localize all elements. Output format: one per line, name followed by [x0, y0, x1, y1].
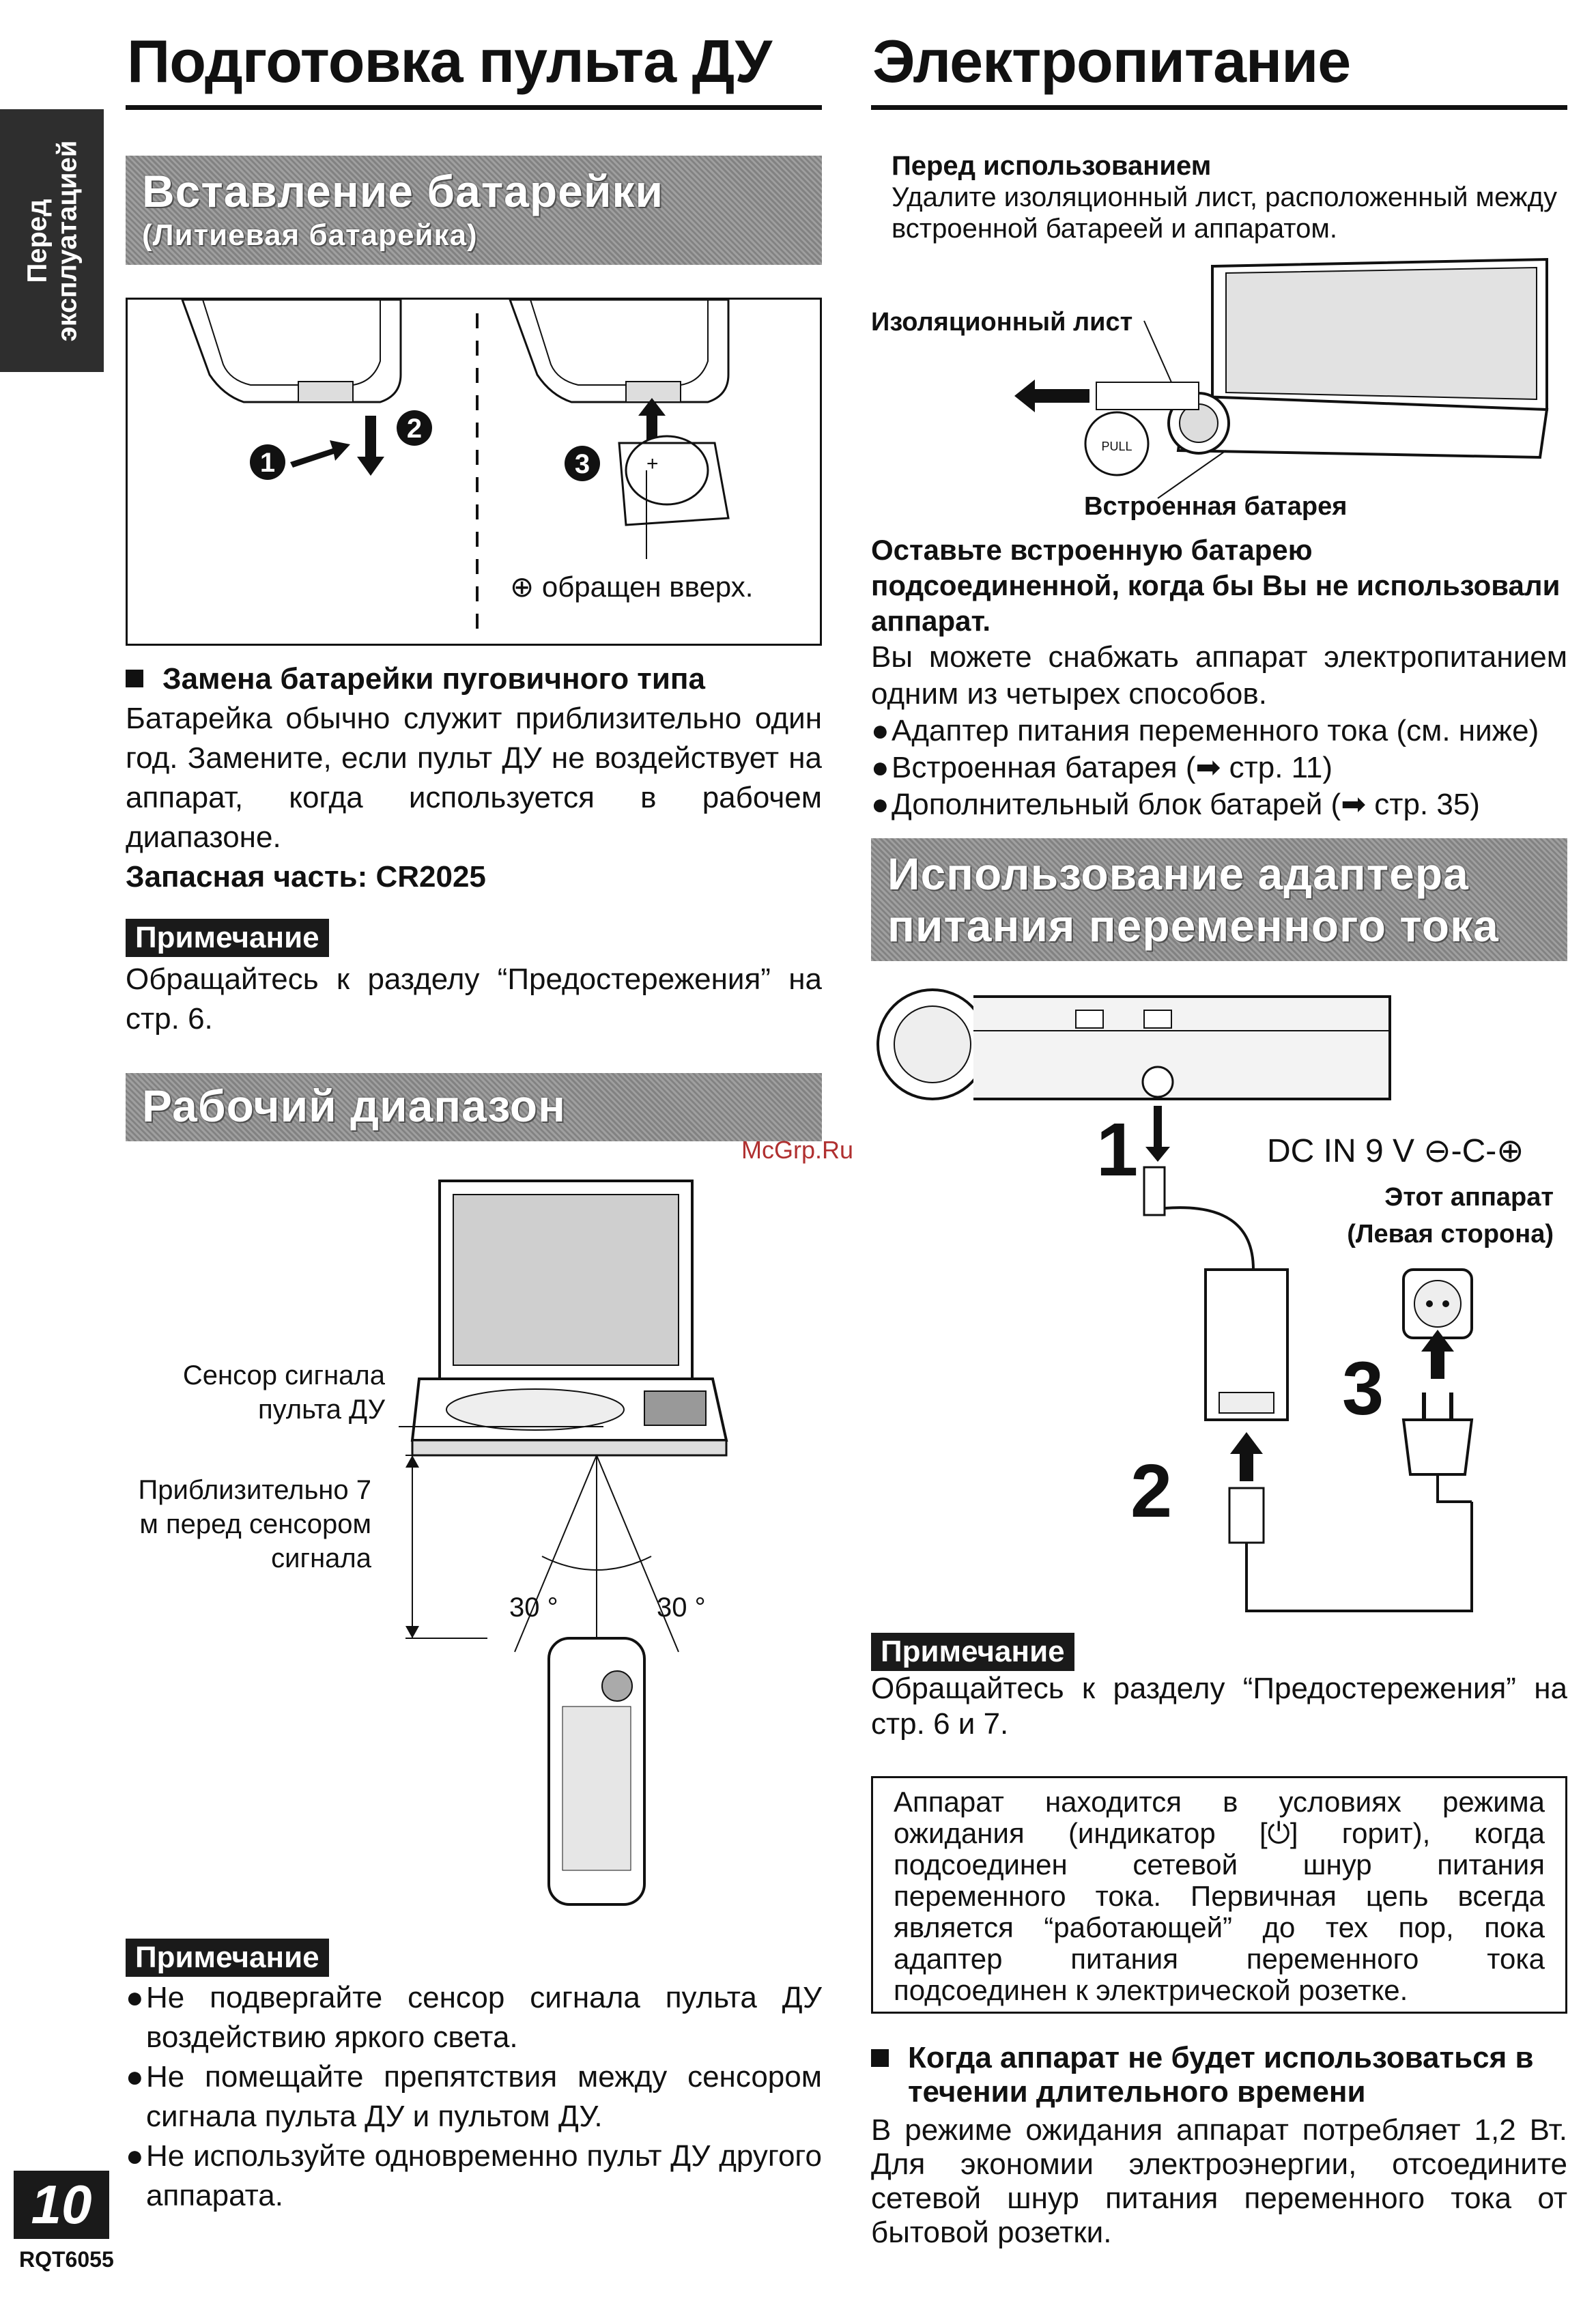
banner-operating-range [126, 1073, 822, 1141]
square-bullet-icon [871, 2049, 889, 2067]
keep-battery-heading: Оставьте встроенную батарею подсоединенной, когда бы Вы не использовали аппарат. [871, 534, 1561, 637]
ac-adapter-illustration [871, 983, 1567, 1652]
note-3-text: Обращайтесь к разделу “Предостережения” на стр. 6 и 7. [871, 1672, 1567, 1741]
page-number: 10 [14, 2171, 109, 2239]
power-option-text: Адаптер питания переменного тока (см. ниже) [892, 714, 1539, 747]
side-tab-line2: эксплуатацией [52, 140, 82, 341]
builtin-battery-label: Встроенная батарея [1084, 492, 1348, 521]
long-term-unused-heading-text: Когда аппарат не будет использоваться в течении длительного времени [908, 2041, 1534, 2109]
left-page-title: Подготовка пульта ДУ [127, 27, 772, 95]
battery-replacement-heading [126, 659, 822, 699]
note-2-tag: Примечание [126, 1939, 329, 1977]
standby-info-text: Аппарат находится в условиях режима ожидания (индикатор [⏻] горит), когда подсоединен сетевой шнур питания переменного тока. Первичная цепь всегда является “работающей” до тех пор, пока адаптер питания переменного тока подсоединен к электрической розетке. [894, 1786, 1545, 2006]
battery-insertion-figure [126, 298, 822, 646]
note-2-item-text: Не подвергайте сенсор сигнала пульта ДУ воздействию яркого света. [146, 1981, 822, 2054]
left-title-rule [126, 105, 822, 110]
step-3-label: 3 [574, 449, 590, 479]
note-1-text: Обращайтесь к разделу “Предостережения” на стр. 6. [126, 962, 822, 1036]
side-tab-line1: Перед [22, 198, 52, 283]
right-page-title: Электропитание [872, 27, 1351, 95]
keep-battery-section [871, 532, 1567, 823]
long-term-unused-heading [871, 2041, 1567, 2109]
left-side-label: (Левая сторона) [1347, 1220, 1554, 1248]
ac-step-1: 1 [1096, 1108, 1139, 1192]
banner-ac-adapter-line2: питания переменного тока [887, 900, 1499, 951]
battery-replacement-heading-text: Замена батарейки пуговичного типа [162, 662, 705, 696]
step-2-label: 2 [406, 414, 423, 444]
banner-insert-battery [126, 156, 822, 265]
pull-tab-label: PULL [1101, 440, 1132, 453]
keep-battery-text: Вы можете снабжать аппарат электропитанием одним из четырех способов. [871, 640, 1567, 711]
note-2-item-text: Не помещайте препятствия между сенсором сигнала пульта ДУ и пультом ДУ. [146, 2060, 822, 2133]
note-1-tag: Примечание [126, 919, 329, 957]
insulation-sheet-figure [871, 253, 1567, 526]
section-side-tab [0, 109, 104, 372]
banner-ac-adapter [871, 838, 1567, 961]
right-title-rule [871, 105, 1567, 110]
watermark: McGrp.Ru [741, 1136, 854, 1164]
angle-left-label: 30 ° [509, 1593, 558, 1623]
banner-operating-range-title: Рабочий диапазон [142, 1081, 566, 1131]
note-2-item: ● Не используйте одновременно пульт ДУ другого аппарата. [126, 2137, 822, 2216]
power-option-text: Встроенная батарея (➡ стр. 11) [892, 751, 1333, 784]
ac-adapter-figure [871, 983, 1567, 1652]
ac-step-3: 3 [1342, 1347, 1384, 1431]
note-2-item-text: Не используйте одновременно пульт ДУ другого аппарата. [146, 2139, 822, 2212]
note-2 [126, 1939, 822, 2216]
banner-insert-battery-subtitle: (Литиевая батарейка) [142, 218, 478, 252]
insulation-sheet-illustration [871, 253, 1567, 526]
note-2-item: ● Не подвергайте сенсор сигнала пульта ДУ воздействию яркого света. [126, 1978, 822, 2057]
note-1 [126, 919, 822, 1039]
sensor-label: Сенсор сигнала пульта ДУ [182, 1360, 385, 1425]
power-option-text: Дополнительный блок батарей (➡ стр. 35) [892, 788, 1480, 821]
operating-range-figure [126, 1174, 822, 1932]
note-2-item: ● Не помещайте препятствия между сенсором сигнала пульта ДУ и пультом ДУ. [126, 2057, 822, 2137]
note-3 [871, 1633, 1567, 1742]
svg-text:+: + [646, 453, 659, 475]
step-1-label: 1 [259, 448, 276, 478]
dc-in-label: DC IN 9 V ⊖-C-⊕ [1267, 1133, 1524, 1169]
before-use-text: Удалите изоляционный лист, расположенный между встроенной батареей и аппаратом. [892, 182, 1557, 244]
insulation-sheet-label: Изоляционный лист [871, 308, 1133, 337]
before-use-heading: Перед использованием [892, 151, 1212, 181]
square-bullet-icon [126, 670, 143, 687]
before-use-section [892, 150, 1561, 244]
distance-label: Приблизительно 7 м перед сенсором сигнала [138, 1475, 371, 1573]
note-3-tag: Примечание [871, 1633, 1074, 1671]
power-option-item: ● Встроенная батарея (➡ стр. 11) [871, 749, 1567, 786]
power-option-item: ● Дополнительный блок батарей (➡ стр. 35) [871, 786, 1567, 823]
banner-ac-adapter-line1: Использование адаптера [887, 848, 1469, 899]
battery-replacement-section [126, 659, 822, 897]
document-code: RQT6055 [19, 2247, 114, 2272]
long-term-unused-section [871, 2041, 1567, 2250]
ac-step-2: 2 [1130, 1449, 1173, 1533]
this-unit-label: Этот аппарат [1384, 1183, 1554, 1212]
banner-insert-battery-title: Вставление батарейки [142, 166, 664, 216]
standby-info-box [871, 1776, 1567, 2014]
battery-replacement-text: Батарейка обычно служит приблизительно один год. Замените, если пульт ДУ не воздействует на аппарат, когда используется в рабочем диапазоне. [126, 702, 822, 854]
long-term-unused-text: В режиме ожидания аппарат потребляет 1,2 Вт. Для экономии электроэнергии, отсоедините сетевой шнур питания переменного тока от бытовой розетки. [871, 2113, 1567, 2249]
battery-orientation-caption: ⊕ обращен вверх. [510, 571, 754, 603]
power-option-item: ● Адаптер питания переменного тока (см. ниже) [871, 713, 1567, 749]
angle-right-label: 30 ° [657, 1593, 706, 1623]
spare-part-text: Запасная часть: CR2025 [126, 860, 486, 894]
